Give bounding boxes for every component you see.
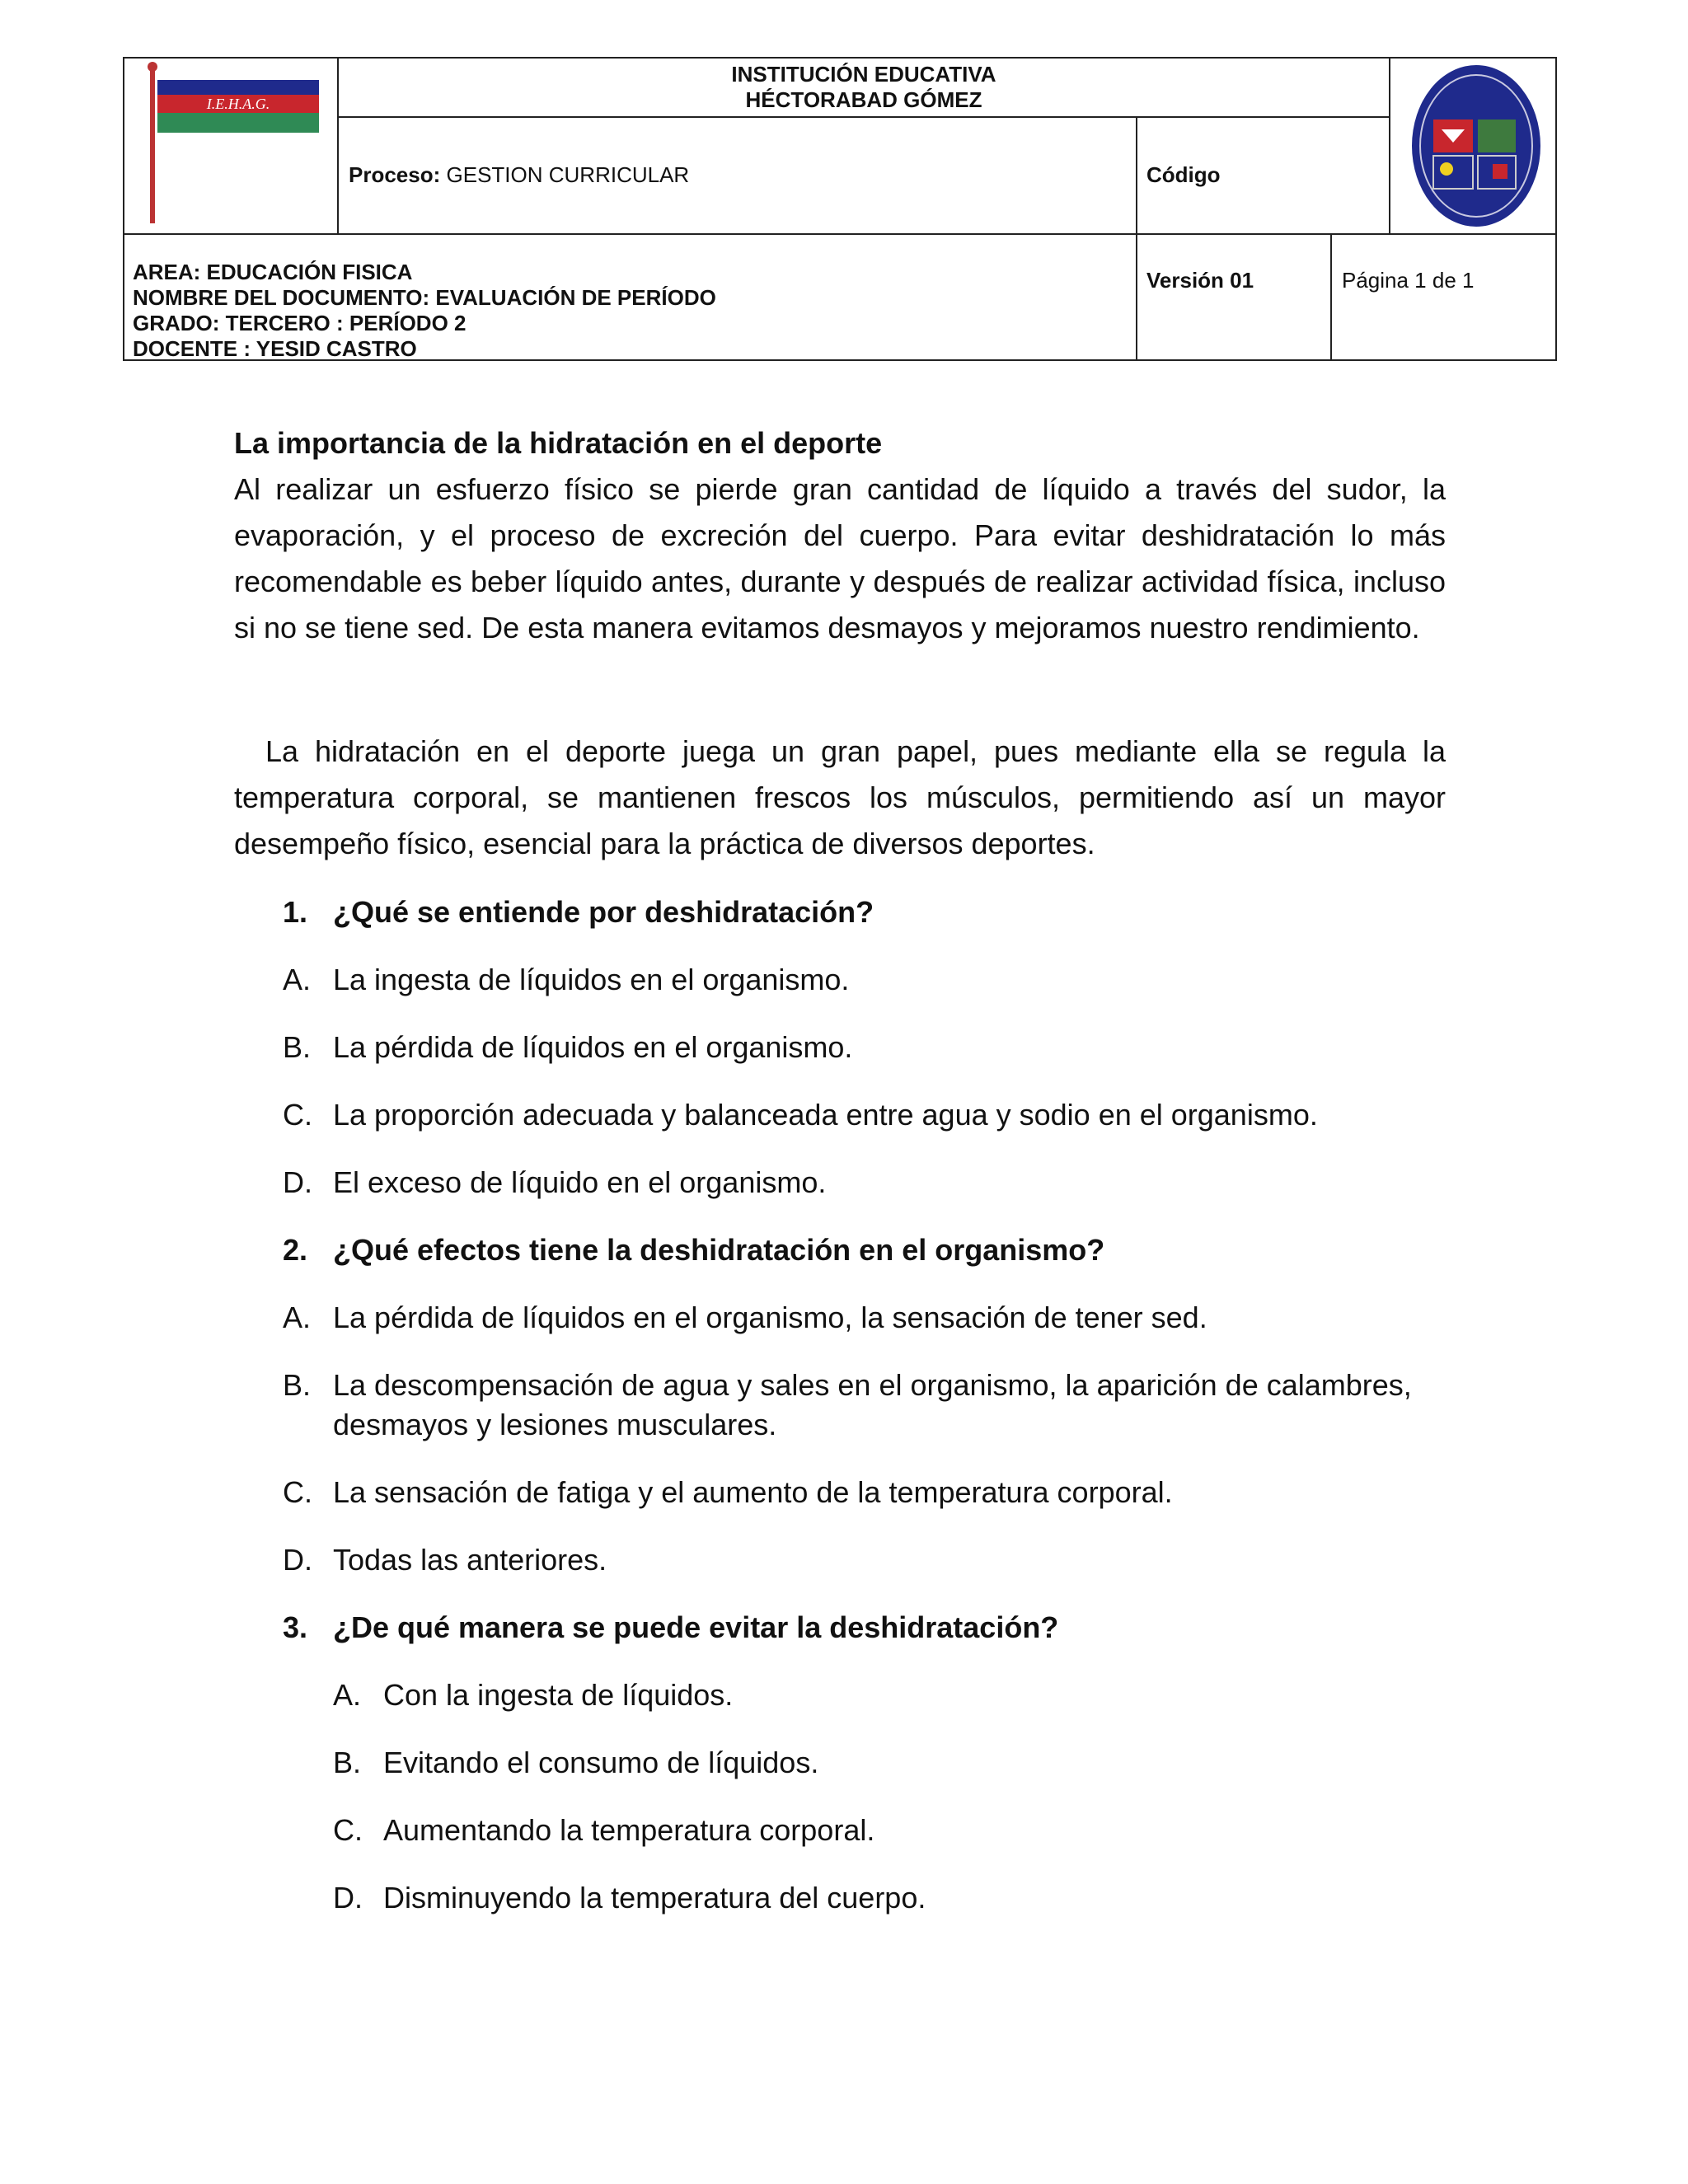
school-flag-logo: [146, 62, 344, 227]
option-text: Con la ingesta de líquidos.: [383, 1678, 734, 1712]
process-value: GESTION CURRICULAR: [446, 162, 690, 187]
option-letter: D.: [283, 1165, 312, 1199]
option-text: La ingesta de líquidos en el organismo.: [333, 963, 850, 996]
option-text: Evitando el consumo de líquidos.: [383, 1746, 819, 1779]
option-letter: A.: [333, 1678, 362, 1712]
option-letter: D.: [333, 1881, 363, 1915]
option-text: La pérdida de líquidos en el organismo.: [333, 1030, 853, 1064]
process-field: [349, 162, 689, 188]
grade-period: GRADO: TERCERO : PERÍODO 2: [133, 311, 467, 335]
code-label: Código: [1146, 162, 1221, 187]
area-label: AREA: EDUCACIÓN FISICA: [133, 260, 413, 284]
question-text: ¿De qué manera se puede evitar la deshidratación?: [333, 1610, 1059, 1644]
question-text: ¿Qué se entiende por deshidratación?: [333, 895, 874, 929]
page-number: Página 1 de 1: [1342, 268, 1475, 293]
question-number: 1.: [283, 895, 308, 929]
option-text-continued: desmayos y lesiones musculares.: [333, 1408, 777, 1441]
question-number: 3.: [283, 1610, 308, 1644]
option-letter: A.: [283, 1301, 312, 1334]
question-number: 2.: [283, 1233, 308, 1267]
reading-title: La importancia de la hidratación en el deporte: [234, 426, 883, 460]
header-divider: [1389, 59, 1390, 235]
option-letter: B.: [283, 1030, 312, 1064]
header-divider: [1136, 118, 1137, 361]
option-text: Aumentando la temperatura corporal.: [383, 1813, 875, 1847]
option-letter: B.: [333, 1746, 362, 1779]
option-text: Disminuyendo la temperatura del cuerpo.: [383, 1881, 926, 1915]
process-label: Proceso:: [349, 162, 441, 187]
option-letter: D.: [283, 1543, 312, 1577]
option-letter: A.: [283, 963, 312, 996]
option-text: La sensación de fatiga y el aumento de la temperatura corporal.: [333, 1475, 1173, 1509]
document-name: NOMBRE DEL DOCUMENTO: EVALUACIÓN DE PERÍODO: [133, 285, 716, 310]
header-divider: [1330, 235, 1332, 361]
option-letter: C.: [333, 1813, 363, 1847]
reading-paragraph-1: Al realizar un esfuerzo físico se pierde gran cantidad de líquido a través del sudor, la evaporación, y el proceso de excreción del cuerpo. Para evitar deshidratación lo más recomendable es beber líquido antes, durante y después de realizar actividad física, incluso si no se tiene sed. De esta manera evitamos desmayos y mejoramos nuestro rendimiento.: [234, 472, 1446, 644]
option-text: Todas las anteriores.: [333, 1543, 607, 1577]
option-text: La proporción adecuada y balanceada entre agua y sodio en el organismo.: [333, 1098, 1318, 1132]
institution-line-1: INSTITUCIÓN EDUCATIVA: [731, 62, 996, 87]
header-divider: [337, 116, 1389, 118]
document-info: [133, 260, 716, 362]
option-letter: C.: [283, 1098, 312, 1132]
option-text: La pérdida de líquidos en el organismo, la sensación de tener sed.: [333, 1301, 1207, 1334]
version-label: Versión 01: [1146, 268, 1254, 293]
document-header-table: [123, 57, 1557, 361]
question-text: ¿Qué efectos tiene la deshidratación en el organismo?: [333, 1233, 1105, 1267]
teacher-name: DOCENTE : YESID CASTRO: [133, 336, 417, 361]
option-letter: B.: [283, 1368, 312, 1402]
institution-line-2: HÉCTORABAD GÓMEZ: [745, 87, 982, 112]
school-seal-logo: [1394, 63, 1559, 228]
flag-text: I.E.H.A.G.: [206, 96, 270, 112]
option-letter: C.: [283, 1475, 312, 1509]
option-text: El exceso de líquido en el organismo.: [333, 1165, 827, 1199]
reading-paragraph-2: La hidratación en el deporte juega un gran papel, pues mediante ella se regula la temperatura corporal, se mantienen frescos los músculos, permitiendo así un mayor desempeño físico, esencial para la práctica de diversos deportes.: [234, 734, 1446, 860]
option-text: La descompensación de agua y sales en el organismo, la aparición de calambres,: [333, 1368, 1412, 1402]
institution-name: [339, 62, 1389, 113]
header-divider: [124, 233, 1557, 235]
